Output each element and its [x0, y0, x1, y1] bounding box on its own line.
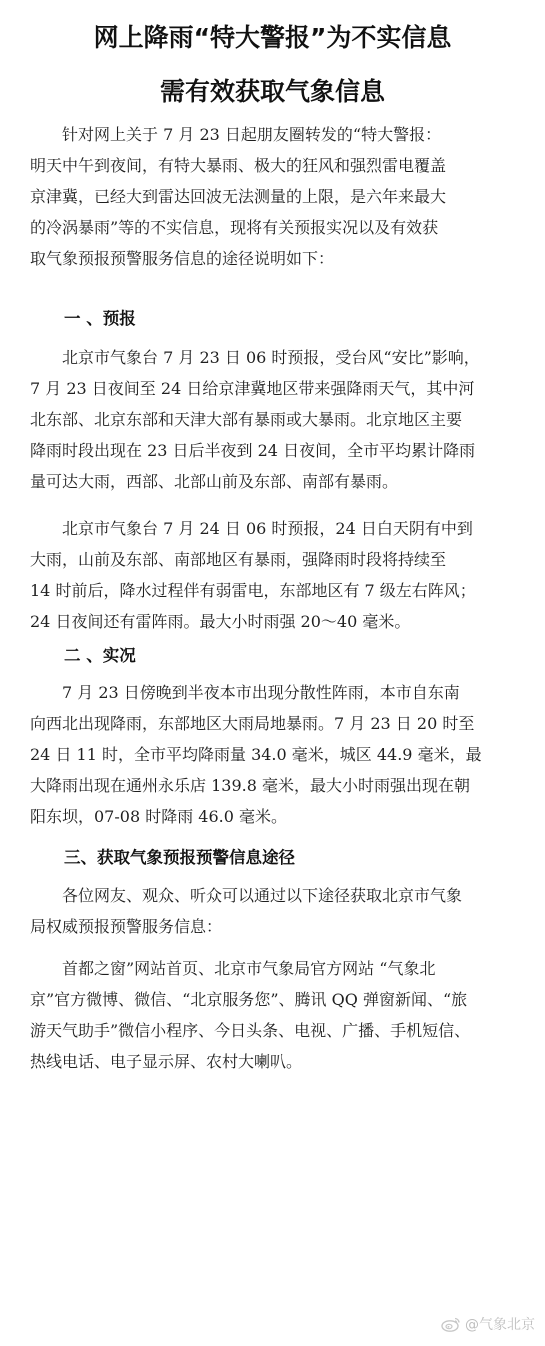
channels-line: 各位网友、观众、听众可以通过以下途径获取北京市气象	[62, 886, 463, 905]
intro-line: 取气象预报预警服务信息的途径说明如下：	[30, 249, 335, 268]
intro-line: 针对网上关于 7 月 23 日起朋友圈转发的“特大警报：	[62, 125, 442, 144]
document-title-line2: 需有效获取气象信息	[159, 77, 385, 106]
weibo-watermark	[441, 1314, 535, 1334]
channels-line: 京”官方微博、微信、“北京服务您”、腾讯 QQ 弹窗新闻、“旅	[30, 990, 468, 1009]
forecast-line: 北京市气象台 7 月 23 日 06 时预报，受台风“安比”影响，	[62, 348, 480, 367]
channels-paragraph-1	[30, 880, 520, 942]
section-heading-channels: 三、获取气象预报预警信息途径	[64, 848, 295, 867]
forecast-line: 量可达大雨，西部、北部山前及东部、南部有暴雨。	[30, 472, 399, 491]
intro-line: 的冷涡暴雨”等的不实信息，现将有关预报实况以及有效获	[30, 218, 439, 237]
forecast-line: 北东部、北京东部和天津大部有暴雨或大暴雨。北京地区主要	[30, 410, 463, 429]
intro-paragraph	[30, 119, 520, 274]
forecast-paragraph-2	[30, 513, 520, 637]
forecast-line: 14 时前后，降水过程伴有弱雷电，东部地区有 7 级左右阵风；	[30, 581, 476, 600]
forecast-line: 7 月 23 日夜间至 24 日给京津冀地区带来强降雨天气，其中河	[30, 379, 475, 398]
observation-line: 向西北出现降雨，东部地区大雨局地暴雨。7 月 23 日 20 时至	[30, 714, 475, 733]
weibo-icon	[441, 1316, 461, 1332]
section-heading-observation: 二 、实况	[64, 646, 136, 665]
channels-line: 局权威预报预警服务信息：	[30, 917, 223, 936]
observation-line: 7 月 23 日傍晚到半夜本市出现分散性阵雨，本市自东南	[62, 683, 460, 702]
intro-line: 京津冀，已经大到雷达回波无法测量的上限，是六年来最大	[30, 187, 447, 206]
channels-paragraph-2	[30, 953, 520, 1077]
observation-line: 大降雨出现在通州永乐店 139.8 毫米，最大小时雨强出现在朝	[30, 776, 470, 795]
intro-line: 明天中午到夜间，有特大暴雨、极大的狂风和强烈雷电覆盖	[30, 156, 447, 175]
forecast-line: 24 日夜间还有雷阵雨。最大小时雨强 20～40 毫米。	[30, 612, 411, 631]
document-title-line1: 网上降雨“特大警报”为不实信息	[93, 23, 452, 52]
section-heading-forecast: 一 、预报	[64, 309, 136, 328]
observation-line: 24 日 11 时，全市平均降雨量 34.0 毫米，城区 44.9 毫米，最	[30, 745, 482, 764]
forecast-line: 大雨，山前及东部、南部地区有暴雨，强降雨时段将持续至	[30, 550, 447, 569]
watermark-text: @气象北京	[465, 1317, 535, 1333]
channels-line: 游天气助手”微信小程序、今日头条、电视、广播、手机短信、	[30, 1021, 471, 1040]
forecast-line: 降雨时段出现在 23 日后半夜到 24 日夜间，全市平均累计降雨	[30, 441, 476, 460]
forecast-paragraph-1	[30, 342, 520, 497]
forecast-line: 北京市气象台 7 月 24 日 06 时预报，24 日白天阴有中到	[62, 519, 473, 538]
channels-line: 热线电话、电子显示屏、农村大喇叭。	[30, 1052, 303, 1071]
observation-paragraph	[30, 677, 520, 832]
observation-line: 阳东坝，07-08 时降雨 46.0 毫米。	[30, 807, 288, 826]
channels-line: 首都之窗”网站首页、北京市气象局官方网站 “气象北	[62, 959, 436, 978]
